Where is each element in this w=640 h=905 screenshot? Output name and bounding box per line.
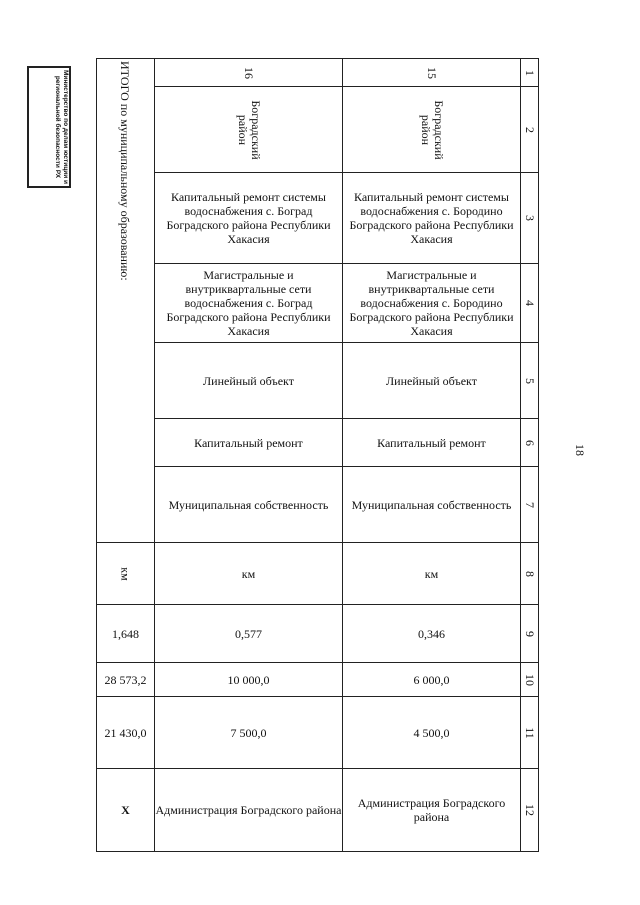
col-number: 3 [522,215,537,221]
object-name: Капитальный ремонт системы водоснабжения с. Боград Боградского района Республики Хакасия [166,190,331,246]
table-row [97,543,539,605]
col-number-cell [521,769,539,852]
col-number: 11 [522,726,537,739]
unit: км [424,566,439,581]
object-table [96,58,539,852]
col-number: 4 [522,300,537,306]
customer-cell [155,769,343,852]
col-number-cell [521,264,539,343]
col-number: 5 [522,377,537,384]
col-number: 9 [522,630,537,637]
total-funding-cell [97,697,155,769]
col-number-cell [521,605,539,663]
total-unit: км [118,566,133,581]
col-number-cell [521,87,539,173]
row-num-cell [155,59,343,87]
cost: 6 000,0 [413,672,450,687]
table-row [97,697,539,769]
customer-cell [343,769,521,852]
object-name-cell [155,173,343,264]
funding: 7 500,0 [230,725,267,740]
total-label: ИТОГО по муниципальному образованию: [118,61,132,281]
table-row [97,173,539,264]
registration-stamp [27,66,71,188]
work-type: Капитальный ремонт [194,435,303,450]
col-number-cell [521,543,539,605]
object-type: Линейный объект [386,373,477,388]
table-row [97,467,539,543]
total-customer: Х [121,803,130,817]
description-cell [343,264,521,343]
description: Магистральные и внутриквартальные сети водоснабжения с. Бородино Боградского района Республики Хакасия [349,268,514,338]
total-capacity: 1,648 [112,626,139,641]
page-number: 18 [573,444,587,456]
cost-cell [155,663,343,697]
customer: Администрация Боградского района [155,803,342,817]
col-number: 12 [522,804,537,816]
unit-cell [155,543,343,605]
description-cell [155,264,343,343]
col-number: 10 [522,673,537,686]
ownership: Муниципальная собственность [351,497,512,512]
row-number: 15 [424,66,439,79]
capacity: 0,577 [235,626,262,641]
col-number: 1 [522,69,537,76]
total-funding: 21 430,0 [104,725,147,740]
table-row [97,343,539,419]
col-number-cell [521,59,539,87]
table-row [97,769,539,852]
col-number-cell [521,663,539,697]
col-number-cell [521,697,539,769]
total-cost: 28 573,2 [104,672,147,687]
col-number-cell [521,343,539,419]
total-capacity-cell [97,605,155,663]
table-row [97,264,539,343]
col-number: 6 [522,439,537,446]
object-type-cell [155,343,343,419]
unit-cell [343,543,521,605]
col-number-cell [521,467,539,543]
unit: км [241,566,256,581]
funding: 4 500,0 [413,725,450,740]
object-type-cell [343,343,521,419]
object-name: Капитальный ремонт системы водоснабжения с. Бородино Боградского района Республики Хакасия [349,190,514,246]
table-row [97,59,539,87]
row-number: 16 [241,66,256,79]
col-number: 8 [522,570,537,577]
row-num-cell [343,59,521,87]
funding-cell [343,697,521,769]
table-row [97,87,539,173]
work-type-cell [343,419,521,467]
total-cost-cell [97,663,155,697]
district: Боградский район [235,99,263,160]
district-cell [155,87,343,173]
capacity-cell [155,605,343,663]
customer: Администрация Боградского района [357,796,506,824]
ownership-cell [155,467,343,543]
stamp-text: Министерство по делам юстиции и региональной безопасности РХ [54,69,69,185]
total-unit-cell [97,543,155,605]
col-number: 7 [522,501,537,508]
ownership: Муниципальная собственность [168,497,329,512]
total-customer-cell [97,769,155,852]
table-row [97,605,539,663]
total-label-cell [97,59,155,543]
cost: 10 000,0 [227,672,270,687]
ownership-cell [343,467,521,543]
cost-cell [343,663,521,697]
capacity: 0,346 [418,626,445,641]
col-number-cell [521,173,539,264]
col-number: 2 [522,126,537,133]
work-type: Капитальный ремонт [377,435,486,450]
object-type: Линейный объект [203,373,294,388]
table-row [97,663,539,697]
district: Боградский район [418,99,446,160]
district-cell [343,87,521,173]
object-name-cell [343,173,521,264]
col-number-cell [521,419,539,467]
description: Магистральные и внутриквартальные сети водоснабжения с. Боград Боградского района Республики Хакасия [166,268,331,338]
capacity-cell [343,605,521,663]
work-type-cell [155,419,343,467]
table-row [97,419,539,467]
funding-cell [155,697,343,769]
